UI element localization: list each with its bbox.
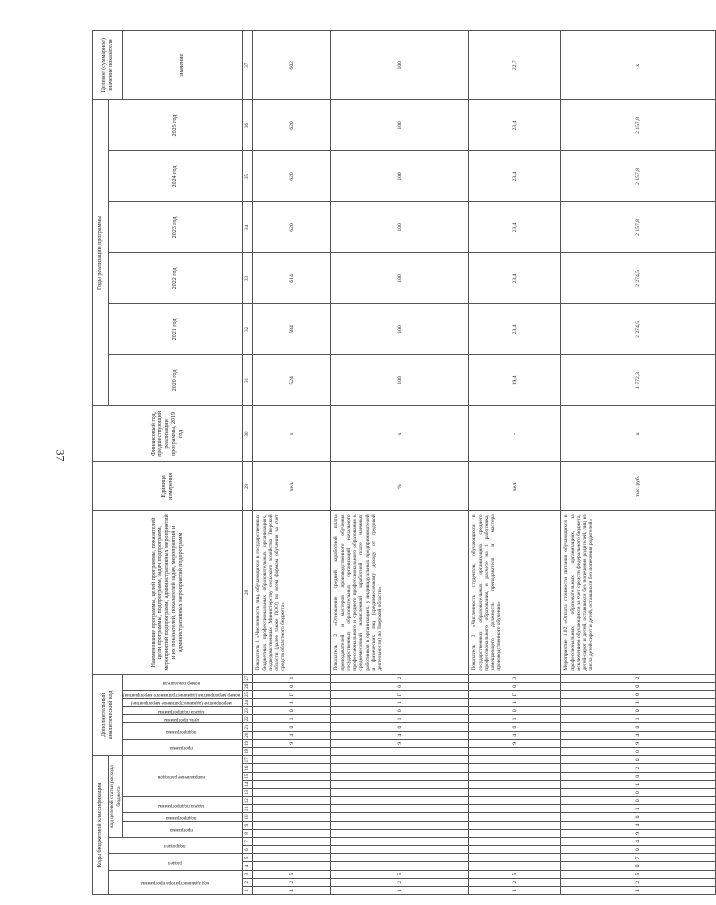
code-digit: 0 [561,862,716,870]
code-digit [331,764,469,772]
code-digit: 1 [561,715,716,723]
code-digit [469,805,561,813]
column-number: 21 [243,723,253,731]
code-digit: 9 [253,739,331,747]
code-digit [253,797,331,805]
code-digit [253,862,331,870]
column-number: 4 [243,862,253,870]
year-value: 100 [331,100,469,151]
column-number: 10 [243,813,253,821]
code-digit: 0 [561,813,716,821]
code-digit: 1 [253,674,331,682]
code-digit [253,780,331,788]
year-value: 620 [253,202,331,253]
code-digit [253,813,331,821]
target-value: 602 [253,31,331,100]
indicator-name: Показатель 3 «Численность студентов, обучающихся в государственных образовательных организациях среднего профессионального образования, в расчете на 1 работника, замещающего должность преподавателя и мастера производственного обучения» [469,511,561,674]
column-number: 36 [243,100,253,151]
column-number: 7 [243,837,253,845]
target-value: х [561,31,716,100]
code-digit [331,756,469,764]
code-digit [469,788,561,796]
code-digit: Г [331,690,469,698]
column-number: 26 [243,682,253,690]
column-number: 12 [243,797,253,805]
base-value: х [253,406,331,462]
code-digit: 1 [561,780,716,788]
code-digit: 2 [469,878,561,886]
column-number: 17 [243,756,253,764]
base-value: - [469,406,561,462]
code-digit: 2 [331,674,469,682]
section-header: раздел [109,854,243,870]
code-digit: 1 [253,699,331,707]
code-digit [469,772,561,780]
code-digit: 1 [469,886,561,894]
dop-event-number-header: номер мероприятия (административного мероприятия) [123,690,243,698]
code-digit: 0 [331,707,469,715]
code-digit: Г [253,690,331,698]
code-digit: 1 [253,886,331,894]
name-header: Наименование программы, целей программы, показателей цели программы, подпрограмм, задач подпрограмм, мероприятий подпрограмм, административных мероприятий и их показателей, показателей задач, мероприятий и административных мероприятий подпрограмм [93,511,243,674]
code-digit: 0 [253,707,331,715]
direction-code-header: направление расходов [123,756,243,797]
column-number: 25 [243,690,253,698]
code-digit: 9 [469,739,561,747]
unit: тыс. руб. [561,462,716,511]
code-digit [469,862,561,870]
code-digit: 5 [561,870,716,878]
code-digit: 5 [469,870,561,878]
code-digit: 1 [331,715,469,723]
code-digit [331,846,469,854]
code-digit [253,837,331,845]
code-digit: 0 [331,723,469,731]
code-digit: 7 [561,854,716,862]
code-digit [253,764,331,772]
year-value: 2 157,8 [561,202,716,253]
table-row [469,31,561,895]
code-digit: 4 [331,731,469,739]
code-digit: 4 [469,731,561,739]
year-2022-header: 2022 год [109,253,243,304]
target-value-header: значение [123,31,243,100]
column-number: 32 [243,304,253,355]
code-digit [469,764,561,772]
year-value: 2 274,5 [561,253,716,304]
code-digit [253,747,331,755]
code-digit: 0 [561,723,716,731]
code-digit: 9 [561,739,716,747]
code-digit [331,829,469,837]
subsection-header: подраздел [109,837,243,853]
column-number: 11 [243,805,253,813]
column-number: 20 [243,731,253,739]
column-number: 28 [243,511,253,674]
column-number: 34 [243,202,253,253]
year-value: 100 [331,253,469,304]
column-number-row [243,31,253,895]
code-digit: 4 [253,731,331,739]
code-digit: 1 [331,886,469,894]
subprogram-code-header: подпрограмма [123,813,243,821]
year-value: 524 [253,355,331,406]
year-value: 2 274,5 [561,304,716,355]
year-2023-header: 2023 год [109,202,243,253]
code-digit [253,788,331,796]
code-digit: 1 [561,805,716,813]
code-digit: 0 [561,772,716,780]
code-digit: 1 [253,715,331,723]
code-digit: 1 [561,886,716,894]
year-value: 23,4 [469,304,561,355]
target-value: 22,7 [469,31,561,100]
code-digit [469,846,561,854]
code-digit [469,813,561,821]
year-value: 23,4 [469,151,561,202]
year-value: 2 157,8 [561,100,716,151]
column-number: 13 [243,788,253,796]
code-digit: 1 [469,715,561,723]
code-digit: 0 [561,788,716,796]
year-2025-header: 2025 год [109,100,243,151]
column-number: 16 [243,764,253,772]
code-digit [253,854,331,862]
code-digit [331,780,469,788]
code-digit [469,797,561,805]
code-digit [331,862,469,870]
column-number: 30 [243,406,253,462]
code-digit: 0 [561,756,716,764]
code-digit: 0 [253,682,331,690]
column-number: 23 [243,707,253,715]
code-digit [331,788,469,796]
column-number: 31 [243,355,253,406]
program-table [92,30,716,895]
code-digit: 0 [469,723,561,731]
code-digit: 0 [561,682,716,690]
column-number: 35 [243,151,253,202]
column-number: 9 [243,821,253,829]
indicator-name: Показатель 2 «Отношение средней заработной платы преподавателей и мастеров производственного обучения государственных образовательных организаций начального профессионального и среднего профессионального образования к среднемесячной начисленной заработной плате наемных работников в организациях, у индивидуальных предпринимателей и физических лиц (среднемесячному доходу от трудовой деятельности) по Тверской области» [331,511,469,674]
dop-program-header: программа [123,739,243,755]
year-value: 100 [331,151,469,202]
column-number: 18 [243,747,253,755]
year-value: 23,4 [469,253,561,304]
code-digit [331,805,469,813]
table-row [561,31,716,895]
code-digit: 1 [331,699,469,707]
base-value: х [331,406,469,462]
base-value: х [561,406,716,462]
extra-code-header: Дополнительный аналитический код [93,674,123,756]
indicator-name: Показатель 1 «Численность лиц, обучающихся в государственных бюджетных профессиональных образовательных организациях, подведомственных Министерству сельского хозяйства Тверской области (далее также ПОО) по всем формам обучения за счет средств областного бюджета» [253,511,331,674]
code-digit [253,805,331,813]
code-digit [331,821,469,829]
unit: чел. [253,462,331,511]
code-digit [331,772,469,780]
task-code-header: задача подпрограммы [123,797,243,813]
column-number: 15 [243,772,253,780]
target-article-header: код целевой статьи расхода бюджета [109,756,123,838]
code-digit [331,747,469,755]
year-value: 100 [331,304,469,355]
code-digit: 9 [561,829,716,837]
column-number: 1 [243,886,253,894]
code-digit [253,756,331,764]
year-value: 620 [253,100,331,151]
code-digit: 2 [561,878,716,886]
base-year-header: Финансовый год, предшествующий реализации программы, 2019 год [93,406,243,462]
code-digit: 4 [561,731,716,739]
column-number: 5 [243,854,253,862]
code-digit [469,756,561,764]
rotated-table-page [92,30,642,895]
year-value: 23,4 [469,202,561,253]
code-digit [469,780,561,788]
column-number: 33 [243,253,253,304]
years-header: Годы реализации программы [93,100,109,406]
indicator-name: Мероприятие 1.02 «Оплата стоимости питания обучающихся в профессиональных образовательных организациях, за исключением обучающихся за счет средств федерального бюджета, детей-сирот и детей, оставшихся без попечения родителей, лиц из числа детей-сирот и детей, оставшихся без попечения родителей» [561,511,716,674]
code-digit: 0 [561,747,716,755]
year-value: 584 [253,304,331,355]
program-code-header: программа [123,821,243,837]
code-digit [331,813,469,821]
year-value: 620 [253,151,331,202]
code-digit: 3 [469,674,561,682]
year-value: 1 772,3 [561,355,716,406]
unit: чел. [469,462,561,511]
code-digit [253,821,331,829]
year-value: 614 [253,253,331,304]
code-digit: 1 [469,699,561,707]
column-number: 6 [243,846,253,854]
code-digit: 4 [561,837,716,845]
year-value: 19,4 [469,355,561,406]
code-digit [253,772,331,780]
code-digit [331,854,469,862]
year-2021-header: 2021 год [109,304,243,355]
code-digit: 0 [331,682,469,690]
code-digit: 2 [253,878,331,886]
code-digit: 2 [331,878,469,886]
unit-header: Единица измерения [93,462,243,511]
code-digit: 0 [469,707,561,715]
code-digit: 0 [561,846,716,854]
year-value: 100 [331,202,469,253]
year-value: 2 157,8 [561,151,716,202]
code-digit: 0 [561,797,716,805]
code-digit [469,747,561,755]
column-number: 27 [243,674,253,682]
column-number: 3 [243,870,253,878]
code-digit [469,821,561,829]
column-number: 14 [243,780,253,788]
year-2020-header: 2020 год [109,355,243,406]
table-body [253,31,716,895]
code-digit: 5 [331,870,469,878]
table-row [331,31,469,895]
page-number: 37 [53,449,68,462]
table-row [253,31,331,895]
year-2024-header: 2024 год [109,151,243,202]
code-digit [253,846,331,854]
code-digit [331,797,469,805]
code-digit: 0 [253,723,331,731]
code-digit [331,837,469,845]
target-value: 100 [331,31,469,100]
code-digit [469,837,561,845]
code-digit: 2 [561,764,716,772]
column-number: 37 [243,31,253,100]
dop-event-header: мероприятие (административное мероприятие) [123,699,243,707]
column-number: 2 [243,878,253,886]
code-digit: 5 [253,870,331,878]
code-digit: 1 [561,699,716,707]
column-number: 22 [243,715,253,723]
code-digit: 0 [469,682,561,690]
dop-goal-header: цель программы [123,715,243,723]
target-header: Целевое (суммарное) значение показателя [93,31,123,100]
unit: % [331,462,469,511]
column-number: 24 [243,699,253,707]
dop-subprogram-header: подпрограмма [123,723,243,739]
budget-codes-header: Коды бюджетной классификации [93,756,109,895]
admin-code-header: код администратора программы [109,870,243,894]
column-number: 29 [243,462,253,511]
dop-indicator-number-header: номер показателя [123,674,243,690]
code-digit: Г [469,690,561,698]
column-number: 8 [243,829,253,837]
code-digit [469,829,561,837]
code-digit: 9 [331,739,469,747]
code-digit [469,854,561,862]
code-digit: 2 [561,674,716,682]
column-number: 19 [243,739,253,747]
code-digit: 0 [561,707,716,715]
dop-task-header: задача подпрограммы [123,707,243,715]
year-value: 100 [331,355,469,406]
code-digit: 0 [561,690,716,698]
code-digit [253,829,331,837]
year-value: 23,4 [469,100,561,151]
code-digit: 4 [561,821,716,829]
